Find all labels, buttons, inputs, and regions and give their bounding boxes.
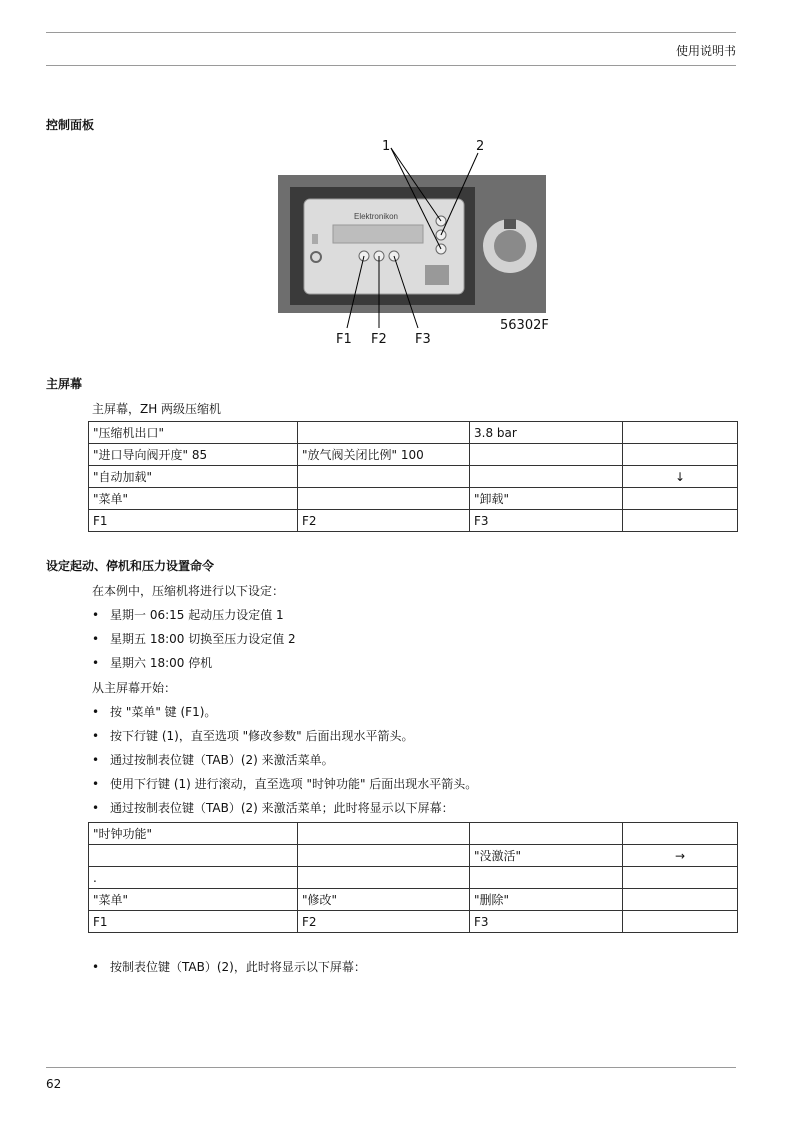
table-row (89, 867, 738, 889)
callout-f3: F3 (415, 332, 431, 347)
right-arrow-icon: → (623, 845, 738, 867)
clock-function-table (88, 822, 738, 933)
table-cell: "压缩机出口" (89, 422, 298, 444)
table-row (89, 823, 738, 845)
table-cell: F1 (89, 911, 298, 933)
list-item: • 通过按制表位键（TAB）(2) 来激活菜单；此时将显示以下屏幕： (92, 801, 454, 815)
table-cell: "时钟功能" (89, 823, 298, 845)
section-heading-settings: 设定起动、停机和压力设置命令 (46, 559, 215, 573)
start-text: 从主屏幕开始： (92, 681, 177, 695)
table-cell: F1 (89, 510, 298, 532)
table-row (89, 444, 738, 466)
table-cell: F3 (470, 510, 623, 532)
table-row (89, 510, 738, 532)
table-cell: "菜单" (89, 889, 298, 911)
table-cell (470, 823, 623, 845)
table-cell: 3.8 bar (470, 422, 623, 444)
table-cell (298, 867, 470, 889)
list-item: • 按下行键 (1)，直至选项 "修改参数" 后面出现水平箭头。 (92, 729, 414, 743)
table-cell (623, 422, 738, 444)
table-cell (470, 867, 623, 889)
table-cell (470, 466, 623, 488)
table-cell: "菜单" (89, 488, 298, 510)
table-cell (623, 889, 738, 911)
list-item: • 星期六 18:00 停机 (92, 656, 213, 670)
table-cell: "自动加载" (89, 466, 298, 488)
table-cell (623, 823, 738, 845)
page-number: 62 (46, 1077, 62, 1091)
list-item: • 按制表位键（TAB）(2)，此时将显示以下屏幕： (92, 960, 366, 974)
table-cell (298, 488, 470, 510)
table-cell (623, 510, 738, 532)
list-item: • 按 "菜单" 键 (F1)。 (92, 705, 217, 719)
table-cell: . (89, 867, 298, 889)
list-item: • 通过按制表位键（TAB）(2) 来激活菜单。 (92, 753, 334, 767)
section-heading-main-screen: 主屏幕 (46, 377, 83, 391)
list-item: • 星期一 06:15 起动压力设定值 1 (92, 608, 284, 622)
table-row (89, 845, 738, 867)
settings-intro: 在本例中，压缩机将进行以下设定： (92, 584, 285, 598)
section-heading-control-panel: 控制面板 (46, 118, 95, 132)
brand-label: Elektronikon (353, 212, 399, 221)
table-row (89, 466, 738, 488)
table-cell: "放气阀关闭比例" 100 (298, 444, 470, 466)
table-cell (298, 466, 470, 488)
table-row (89, 422, 738, 444)
list-item: • 使用下行键 (1) 进行滚动，直至选项 "时钟功能" 后面出现水平箭头。 (92, 777, 478, 791)
table-row (89, 911, 738, 933)
table-cell (89, 845, 298, 867)
table-cell: F2 (298, 911, 470, 933)
callout-f1: F1 (336, 332, 352, 347)
figure-code: 56302F (500, 318, 549, 333)
table-cell: "进口导向阀开度" 85 (89, 444, 298, 466)
table-cell (623, 444, 738, 466)
control-panel-figure (278, 139, 548, 349)
down-arrow-icon: ↓ (623, 466, 738, 488)
header-title: 使用说明书 (675, 44, 736, 58)
table-cell (470, 444, 623, 466)
table-cell: "修改" (298, 889, 470, 911)
table-cell (623, 911, 738, 933)
footer-rule (46, 1067, 736, 1068)
main-screen-intro: 主屏幕，ZH 两级压缩机 (92, 402, 222, 416)
table-cell (298, 845, 470, 867)
header-bottom-rule (46, 65, 736, 66)
header-top-rule (46, 32, 736, 33)
list-item: • 星期五 18:00 切换至压力设定值 2 (92, 632, 296, 646)
table-cell: "删除" (470, 889, 623, 911)
callout-1: 1 (382, 139, 391, 154)
main-screen-table (88, 421, 738, 532)
table-row (89, 889, 738, 911)
table-cell (298, 422, 470, 444)
table-cell: "卸载" (470, 488, 623, 510)
table-cell (623, 488, 738, 510)
table-row (89, 488, 738, 510)
table-cell (623, 867, 738, 889)
table-cell: "没激活" (470, 845, 623, 867)
callout-2: 2 (476, 139, 485, 154)
table-cell: F3 (470, 911, 623, 933)
table-cell (298, 823, 470, 845)
callout-f2: F2 (371, 332, 387, 347)
table-cell: F2 (298, 510, 470, 532)
